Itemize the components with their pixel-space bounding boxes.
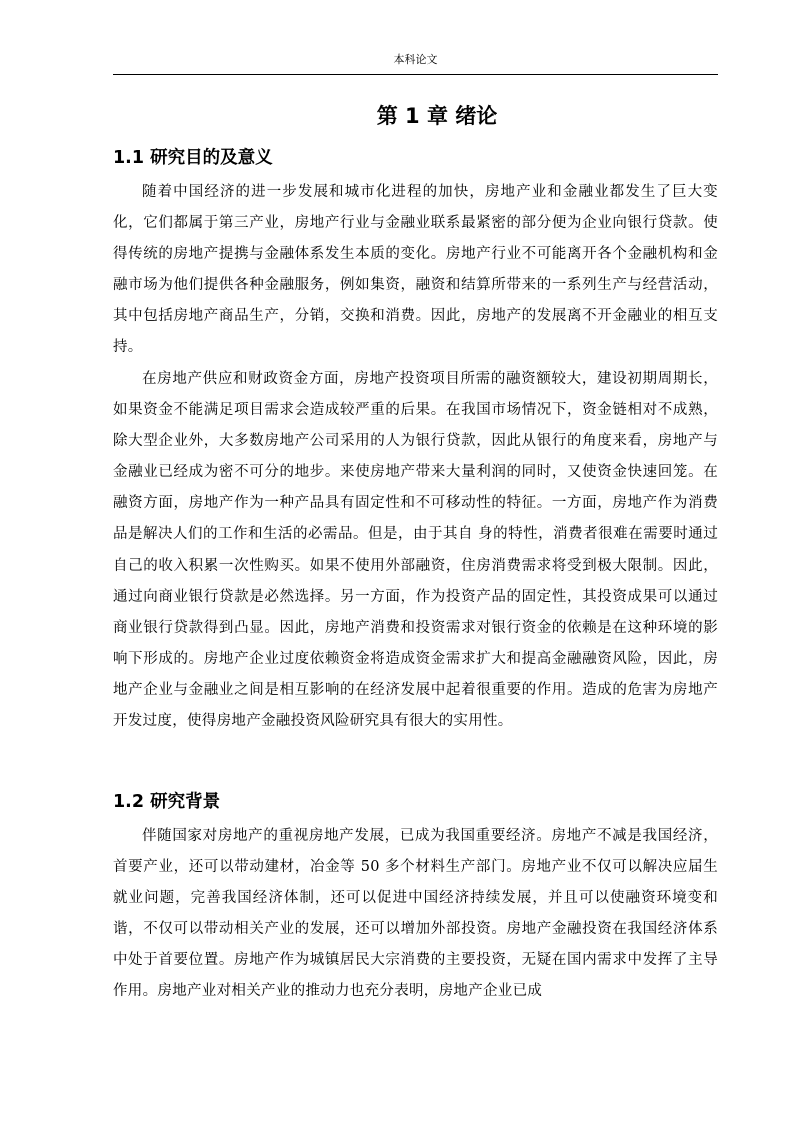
body-paragraph: 随着中国经济的进一步发展和城市化进程的加快，房地产业和金融业都发生了巨大变化，它们都属于第三产业，房地产行业与金融业联系最紧密的部分便为企业向银行贷款。使得传统的房地产提携与金融体系发生本质的变化。房地产行业不可能离开各个金融机构和金融市场为他们提供各种金融服务，例如集资，融资和结算所带来的一系列生产与经营活动，其中包括房地产商品生产，分销，交换和消费。因此，房地产的发展离不开金融业的相互支持。	[113, 184, 718, 356]
running-header: 本科论文	[393, 53, 438, 66]
section-heading-1-2: 1.2 研究背景	[113, 792, 221, 812]
section-heading-1-1: 1.1 研究目的及意义	[113, 148, 273, 168]
body-paragraph: 伴随国家对房地产的重视房地产发展，已成为我国重要经济。房地产不减是我国经济，首要产业，还可以带动建材，冶金等 50 多个材料生产部门。房地产业不仅可以解决应届生就业问题，完善我国经济体制，还可以促进中国经济持续发展，并且可以使融资环境变和谐，不仅可以带动相关产业的发展，还可以增加外部投资。房地产金融投资在我国经济体系中处于首要位置。房地产作为城镇居民大宗消费的主要投资，无疑在国内需求中发挥了主导作用。房地产业对相关产业的推动力也充分表明，房地产企业已成	[113, 828, 718, 1000]
chapter-title: 第 1 章 绪论	[376, 104, 498, 128]
body-paragraph: 在房地产供应和财政资金方面，房地产投资项目所需的融资额较大，建设初期周期长，如果资金不能满足项目需求会造成较严重的后果。在我国市场情况下，资金链相对不成熟，除大型企业外，大多数房地产公司采用的人为银行贷款，因此从银行的角度来看，房地产与金融业已经成为密不可分的地步。来使房地产带来大量利润的同时，又使资金快速回笼。在融资方面，房地产作为一种产品具有固定性和不可移动性的特征。一方面，房地产作为消费品是解决人们的工作和生活的必需品。但是，由于其自 身的特性，消费者很难在需要时通过自己的收入积累一次性购买。如果不使用外部融资，住房消费需求将受到极大限制。因此，通过向商业银行贷款是必然选择。另一方面，作为投资产品的固定性，其投资成果可以通过商业银行贷款得到凸显。因此，房地产消费和投资需求对银行资金的依赖是在这种环境的影响下形成的。房地产企业过度依赖资金将造成资金需求扩大和提高金融融资风险，因此，房地产企业与金融业之间是相互影响的在经济发展中起着很重要的作用。造成的危害为房地产开发过度，使得房地产金融投资风险研究具有很大的实用性。	[113, 371, 718, 730]
header-rule	[113, 74, 718, 75]
